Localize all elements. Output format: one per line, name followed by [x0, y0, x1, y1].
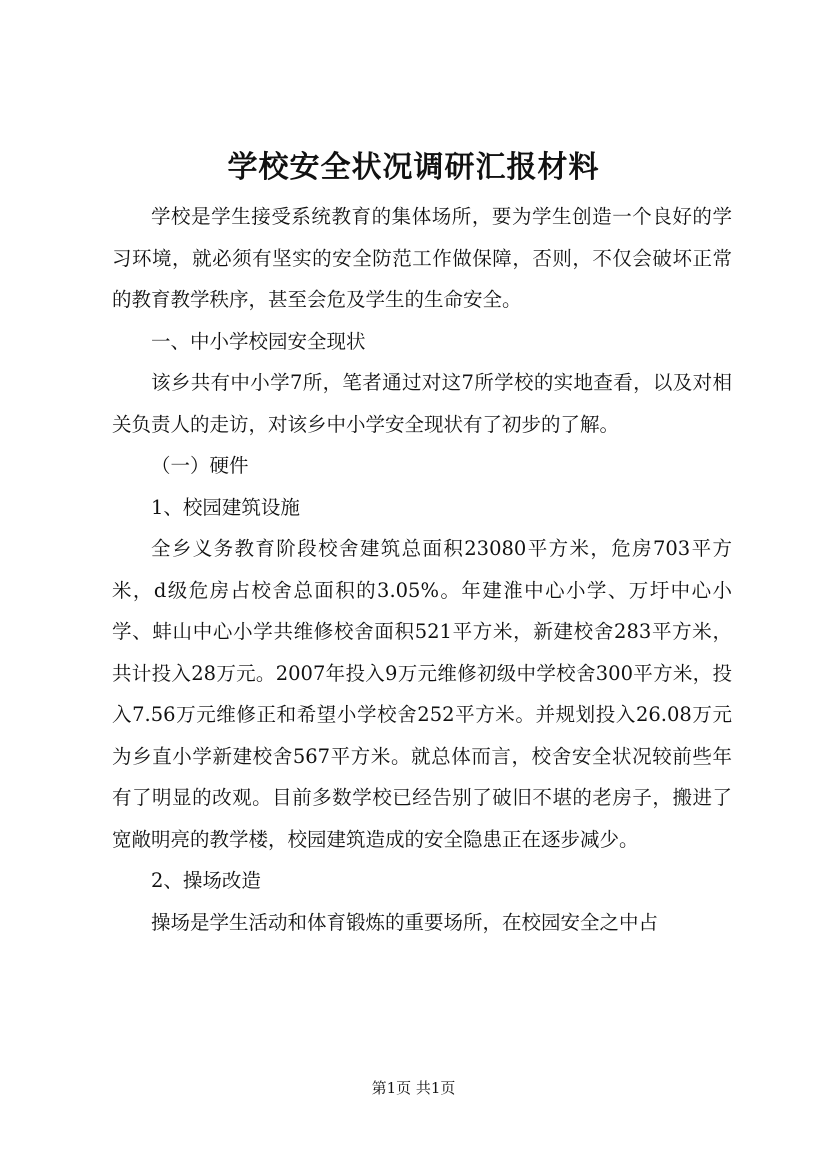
paragraph-buildings: 全乡义务教育阶段校舍建筑总面积23080平方米，危房703平方米，d级危房占校舍总面积的3.05%。年建淮中心小学、万圩中心小学、蚌山中心小学共维修校舍面积521平方米，新建校舍283平方米，共计投入28万元。2007年投入9万元维修初级中学校舍300平方米，投入7.56万元维修正和希望小学校舍252平方米。并规划投入26.08万元为乡直小学新建校舍567平方米。就总体而言，校舍安全状况较前些年有了明显的改观。目前多数学校已经告别了破旧不堪的老房子，搬进了宽敞明亮的教学楼，校园建筑造成的安全隐患正在逐步减少。	[112, 537, 732, 851]
paragraph-survey: 该乡共有中小学7所，笔者通过对这7所学校的实地查看，以及对相关负责人的走访，对该乡中小学安全现状有了初步的了解。	[112, 371, 732, 436]
subsection-heading-hardware: （一）硬件	[151, 454, 249, 477]
page-footer: 第1页 共1页	[371, 1079, 456, 1097]
document-body	[112, 196, 732, 943]
paragraph-playground: 操场是学生活动和体育锻炼的重要场所，在校园安全之中占	[151, 910, 659, 934]
item-heading-playground: 2、操场改造	[151, 869, 261, 892]
section-heading-status: 一、中小学校园安全现状	[151, 329, 366, 353]
document-title: 学校安全状况调研汇报材料	[227, 150, 600, 185]
paragraph-intro: 学校是学生接受系统教育的集体场所，要为学生创造一个良好的学习环境，就必须有坚实的安全防范工作做保障，否则，不仅会破坏正常的教育教学秩序，甚至会危及学生的生命安全。	[112, 205, 732, 311]
item-heading-buildings: 1、校园建筑设施	[151, 495, 300, 519]
